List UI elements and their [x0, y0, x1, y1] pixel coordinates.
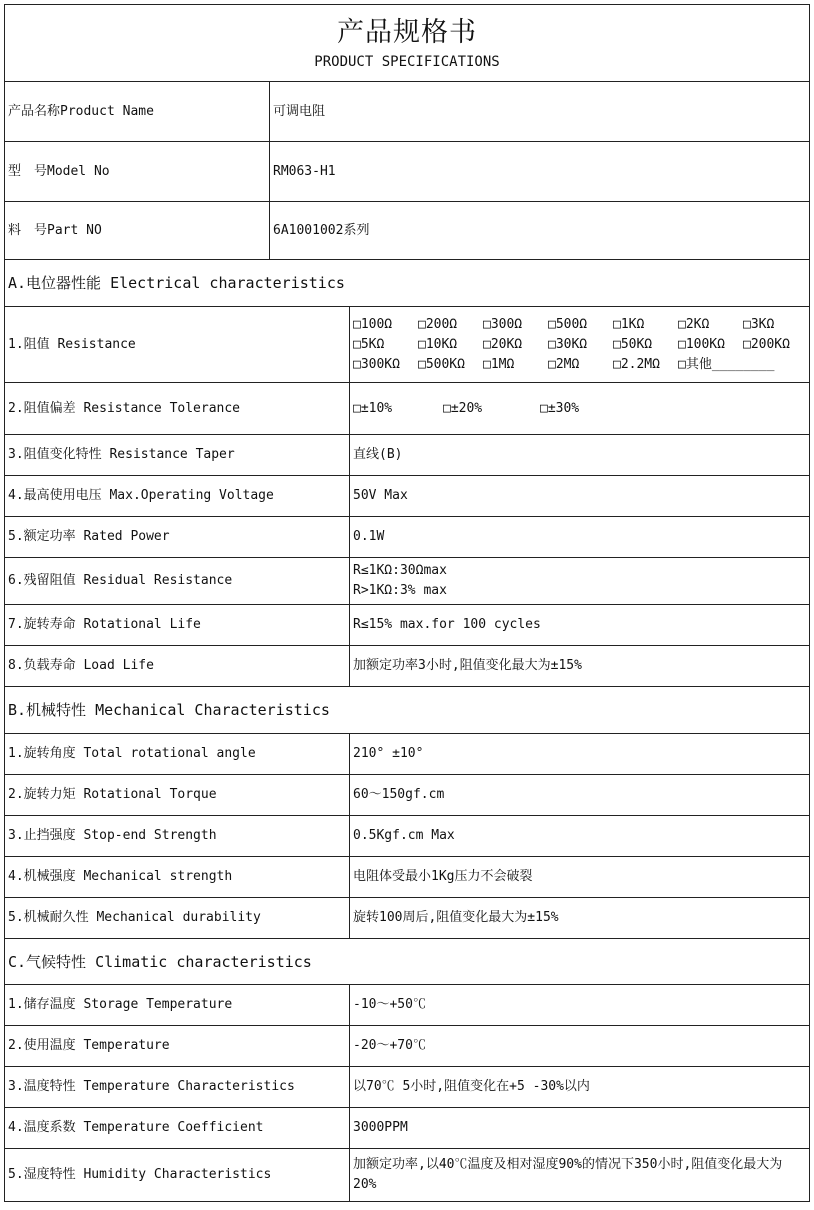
spec-label: 4.温度系数 Temperature Coefficient — [5, 1108, 350, 1148]
spec-value: -10～+50℃ — [353, 997, 426, 1012]
tolerance-option[interactable]: □±30% — [540, 400, 580, 416]
model-no-label: 型 号Model No — [5, 142, 270, 201]
taper-value: 直线(B) — [353, 447, 403, 462]
section-b-title: B.机械特性 Mechanical Characteristics — [8, 701, 330, 719]
resistance-option[interactable]: □2.2MΩ — [613, 356, 660, 372]
resistance-option[interactable]: □5KΩ — [353, 336, 385, 352]
resistance-option[interactable]: □300Ω — [483, 316, 523, 332]
resistance-row — [5, 307, 809, 383]
load-life-label: 8.负载寿命 Load Life — [5, 646, 350, 686]
power-label: 5.额定功率 Rated Power — [5, 517, 350, 557]
resistance-option[interactable]: □30KΩ — [548, 336, 588, 352]
section-b-header — [5, 687, 809, 734]
taper-label: 3.阻值变化特性 Resistance Taper — [5, 435, 350, 475]
voltage-value: 50V Max — [353, 488, 408, 503]
taper-row — [5, 435, 809, 476]
tolerance-option[interactable]: □±10% — [353, 400, 393, 416]
tolerance-row — [5, 383, 809, 435]
spec-label: 3.温度特性 Temperature Characteristics — [5, 1067, 350, 1107]
resistance-option[interactable]: □100KΩ — [678, 336, 725, 352]
spec-value: 旋转100周后,阻值变化最大为±15% — [353, 910, 559, 925]
spec-row — [5, 1067, 809, 1108]
product-name-row — [5, 82, 809, 142]
rotational-life-row — [5, 605, 809, 646]
resistance-option[interactable]: □2MΩ — [548, 356, 580, 372]
residual-line: R≤1KΩ:30Ωmax — [353, 563, 447, 578]
resistance-option[interactable]: □1KΩ — [613, 316, 645, 332]
power-value: 0.1W — [353, 529, 385, 544]
resistance-option[interactable]: □100Ω — [353, 316, 393, 332]
spec-value: -20～+70℃ — [353, 1038, 426, 1053]
residual-line: R>1KΩ:3% max — [353, 583, 447, 598]
resistance-option[interactable]: □500KΩ — [418, 356, 465, 372]
product-name-value: 可调电阻 — [273, 103, 326, 119]
spec-label: 1.旋转角度 Total rotational angle — [5, 734, 350, 774]
title-block — [5, 5, 809, 82]
resistance-option[interactable]: □2KΩ — [678, 316, 710, 332]
spec-value: 210° ±10° — [353, 746, 424, 761]
spec-row — [5, 775, 809, 816]
load-life-row — [5, 646, 809, 687]
resistance-option[interactable]: □1MΩ — [483, 356, 515, 372]
voltage-label: 4.最高使用电压 Max.Operating Voltage — [5, 476, 350, 516]
spec-value: 以70℃ 5小时,阻值变化在+5 -30%以内 — [353, 1079, 590, 1094]
spec-row — [5, 1108, 809, 1149]
spec-value: 0.5Kgf.cm Max — [353, 828, 455, 843]
product-name-label: 产品名称Product Name — [5, 82, 270, 141]
resistance-option-grid — [353, 315, 808, 375]
spec-row — [5, 816, 809, 857]
spec-row — [5, 734, 809, 775]
voltage-row — [5, 476, 809, 517]
resistance-option[interactable]: □200KΩ — [743, 336, 790, 352]
resistance-label: 1.阻值 Resistance — [5, 307, 350, 382]
section-c-title: C.气候特性 Climatic characteristics — [8, 952, 312, 971]
resistance-options — [350, 307, 809, 382]
spec-sheet — [4, 4, 810, 1202]
resistance-option[interactable]: □500Ω — [548, 316, 588, 332]
spec-label: 5.机械耐久性 Mechanical durability — [5, 898, 350, 938]
rotational-life-label: 7.旋转寿命 Rotational Life — [5, 605, 350, 645]
spec-value: 60～150gf.cm — [353, 787, 445, 802]
residual-label: 6.残留阻值 Residual Resistance — [5, 558, 350, 604]
model-no-row — [5, 142, 809, 202]
spec-label: 2.旋转力矩 Rotational Torque — [5, 775, 350, 815]
tolerance-options — [350, 383, 809, 434]
section-a-header — [5, 260, 809, 307]
spec-label: 4.机械强度 Mechanical strength — [5, 857, 350, 897]
part-no-row — [5, 202, 809, 260]
spec-row — [5, 1026, 809, 1067]
rotational-life-value: R≤15% max.for 100 cycles — [353, 617, 541, 632]
title-en: PRODUCT SPECIFICATIONS — [314, 54, 500, 70]
resistance-option[interactable]: □20KΩ — [483, 336, 523, 352]
section-a-title: A.电位器性能 Electrical characteristics — [8, 274, 345, 292]
spec-label: 3.止挡强度 Stop-end Strength — [5, 816, 350, 856]
resistance-option[interactable]: □3KΩ — [743, 316, 775, 332]
spec-row — [5, 857, 809, 898]
spec-row — [5, 898, 809, 939]
spec-row — [5, 1149, 809, 1201]
spec-label: 1.储存温度 Storage Temperature — [5, 985, 350, 1025]
spec-value: 加额定功率,以40℃温度及相对湿度90%的情况下350小时,阻值变化最大为20% — [353, 1157, 783, 1192]
residual-value — [350, 558, 809, 604]
part-no-value: 6A1001002系列 — [273, 222, 370, 238]
part-no-label: 料 号Part NO — [5, 202, 270, 259]
resistance-option[interactable]: □300KΩ — [353, 356, 400, 372]
residual-row — [5, 558, 809, 605]
title-cn: 产品规格书 — [337, 17, 477, 48]
tolerance-option[interactable]: □±20% — [443, 400, 483, 416]
resistance-option[interactable]: □其他________ — [678, 356, 775, 372]
spec-label: 5.湿度特性 Humidity Characteristics — [5, 1149, 350, 1201]
tolerance-label: 2.阻值偏差 Resistance Tolerance — [5, 383, 350, 434]
load-life-value: 加额定功率3小时,阻值变化最大为±15% — [353, 658, 582, 673]
resistance-option[interactable]: □200Ω — [418, 316, 458, 332]
model-no-value: RM063-H1 — [273, 163, 336, 179]
resistance-option[interactable]: □50KΩ — [613, 336, 653, 352]
spec-value: 电阻体受最小1Kg压力不会破裂 — [353, 869, 533, 884]
spec-value: 3000PPM — [353, 1120, 408, 1135]
spec-label: 2.使用温度 Temperature — [5, 1026, 350, 1066]
power-row — [5, 517, 809, 558]
spec-row — [5, 985, 809, 1026]
resistance-option[interactable]: □10KΩ — [418, 336, 458, 352]
section-c-header — [5, 939, 809, 985]
